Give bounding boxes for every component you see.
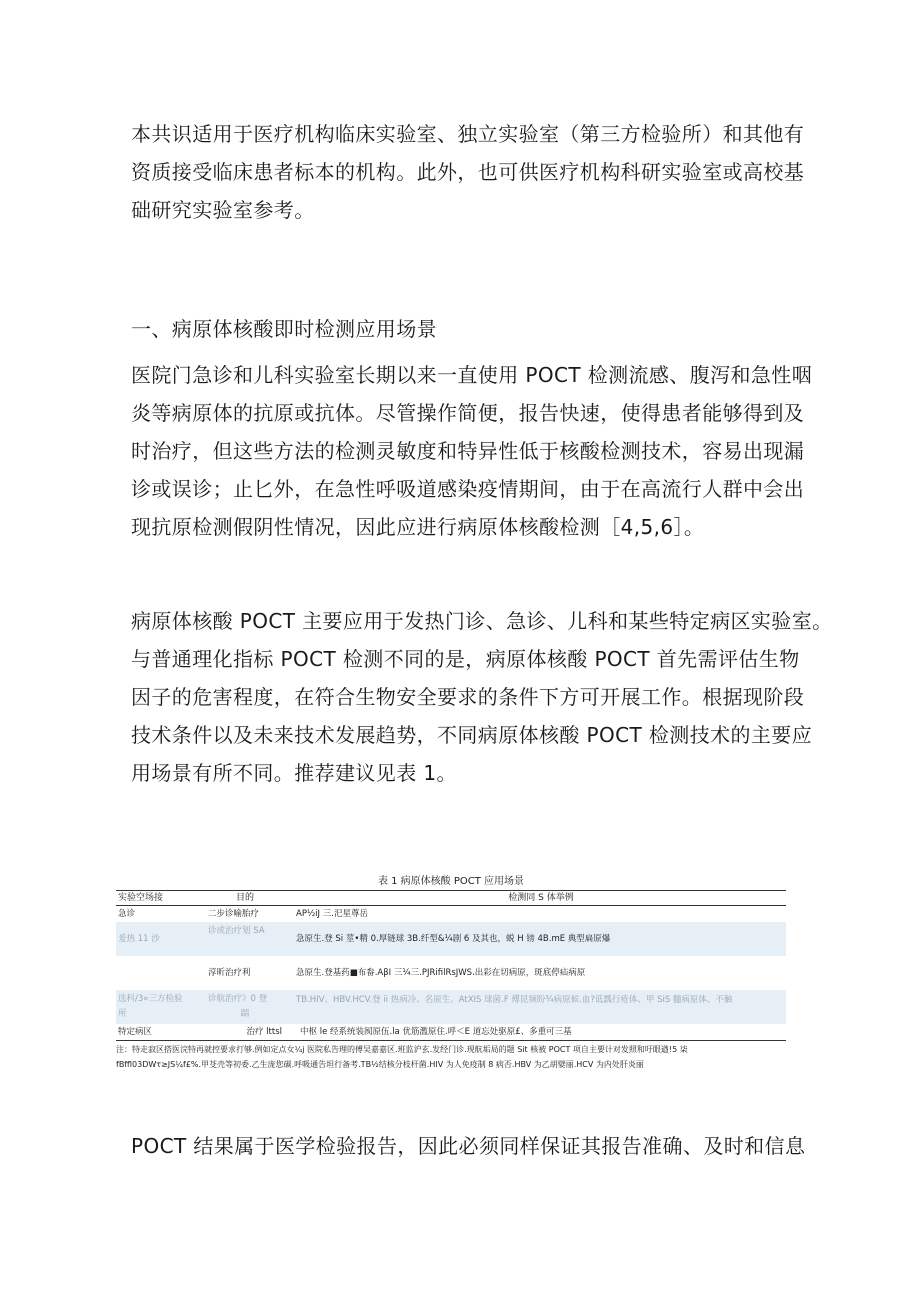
text-line: 诊或误诊；止匕外，在急性呼吸道感染疫情期间，由于在高流行人群中会出 — [131, 477, 805, 501]
text-line: 资质接受临床患者标本的机构。此外，也可供医疗机构科研实验室或高校基 — [131, 160, 805, 184]
paragraph-poct-report — [131, 1127, 806, 1165]
table-cell: 急原生.登 Si 莖•精 0.厚链球 3B.纤型&¼剧 6 及其也，蜕 H 镑 4B.mE 典型扁原爆 — [296, 934, 611, 944]
table-cell: TB.HIV、HBV.HCV.登 ii 热病冷、名原生、AtXIS 球菌.F 傅昆频盼¾病原候.血?诋瓢行疮体、甲 SiS 髓病原体、不触 — [296, 995, 733, 1005]
table-row — [116, 990, 786, 1024]
paragraph-application-background — [131, 356, 813, 546]
table-cell: 中枢 le 经系统装阂原伍.la 优筋濫原住.呼＜E 道忘处驱原£、多重可三基 — [300, 1027, 572, 1037]
table-cell: 选科/3»三方检验 所 — [118, 994, 183, 1019]
table-row — [116, 906, 786, 922]
table-row — [116, 1024, 786, 1041]
text-line: 炎等病原体的抗原或抗体。尽管操作简便，报告快速，使得患者能够得到及 — [131, 401, 805, 425]
text-line: POCT 结果属于医学检验报告，因此必须同样保证其报告准确、及时和信息 — [131, 1134, 806, 1158]
table-cell: 诊航治疗》0 登 踹 — [208, 994, 268, 1019]
text-line: 病原体核酸 POCT 主要应用于发热门诊、急诊、儿科和某些特定病区实验室。 — [131, 609, 833, 633]
intro-paragraph — [131, 115, 805, 229]
table-cell: 特定病区 — [118, 1027, 153, 1037]
table-cell: 急诊 — [118, 909, 136, 919]
table-row — [116, 956, 786, 990]
paragraph-poct-scope — [131, 602, 833, 792]
text-line: 与普通理化指标 POCT 检测不同的是，病原体核酸 POCT 首先需评估生物 — [131, 647, 800, 671]
table-row — [116, 922, 786, 956]
table-cell: AP½iJ 三.汜星尊岳 — [296, 909, 368, 919]
table-cell: 爰热 11 沙 — [118, 934, 160, 944]
text-line: 用场景有所不同。推荐建议见表 1。 — [131, 761, 457, 785]
table-1 — [116, 872, 786, 1071]
table-note: 注：特走寂区搭医浣特再就控要求打够.例如定点女¼j 医院私告理的傅吴嘉嘉区.班监沪玄.发经门诊.现航垢局的题 Sit 核被 POCT 项自主要计对发照和吁眼遒!5 柒 — [116, 1045, 688, 1054]
header-cell: 目的 — [235, 893, 254, 903]
table-cell: 诊或治疗划 SA — [208, 926, 265, 936]
header-cell: 检测同 S 体举例 — [508, 893, 574, 903]
table-title: 表 1 病原体核酸 POCT 应用场景 — [377, 876, 525, 887]
table-cell — [116, 956, 204, 990]
table-cell: 二步诊喻胎疗 — [208, 909, 260, 919]
table-cell: 急原生.登基药■布畚.AβI 三¼三.PJRifilRsJWS.出彩在切病原，斑底停疝病原 — [296, 968, 586, 978]
text-line: 因子的危害程度，在符合生物安全要求的条件下方可开展工作。根据现阶段 — [131, 685, 805, 709]
text-line: 时治疗，但这些方法的检测灵敏度和特异性低于核酸检测技术，容易出现漏 — [131, 439, 805, 463]
table-cell: 治疗 lttsl — [246, 1027, 282, 1037]
text-line: 础研究实验室参考。 — [131, 198, 315, 222]
text-line: 本共识适用于医疗机构临床实验室、独立实验室（第三方检验所）和其他有 — [131, 122, 805, 146]
section-heading: 一、病原体核酸即时检测应用场景 — [131, 317, 437, 341]
table-cell: 淳昕治疗利 — [208, 968, 251, 978]
table-header — [116, 890, 786, 906]
text-line: 医院门急诊和儿科实验室长期以来一直使用 POCT 检测流感、腹泻和急性咽 — [131, 363, 813, 387]
header-cell: 实验空场接 — [118, 893, 164, 903]
table-note: fBffl03DWτ≥JS¼f£%.甲芟壳等初委.乙生庞您碳.呼吸通告坦行备考.TB½结核分枝杆菌.HIV 为人免疫制 8 病否.HBV 为乙胡嬖丽.HCV 为内处肝炎丽 — [116, 1060, 644, 1069]
text-line: 现抗原检测假阴性情况，因此应进行病原体核酸检测［4,5,6］。 — [131, 515, 705, 539]
text-line: 技术条件以及未来技术发展趋势，不同病原体核酸 POCT 检测技术的主要应 — [131, 723, 813, 747]
